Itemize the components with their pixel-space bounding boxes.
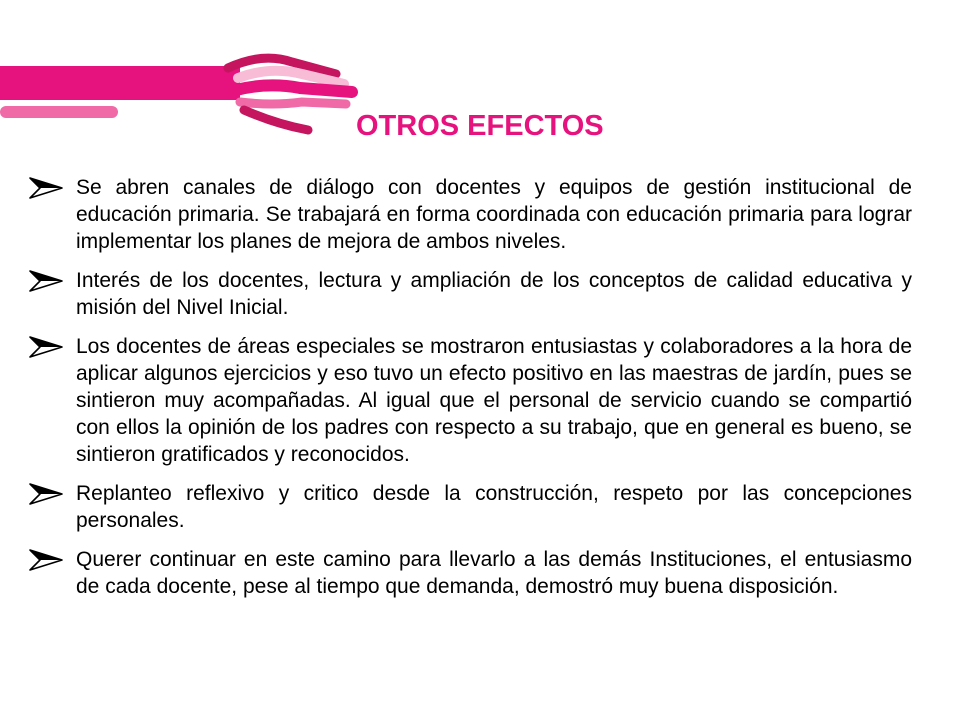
- bullet-text: Los docentes de áreas especiales se mostraron entusiastas y colaboradores a la hora de aplicar algunos ejercicios y eso tuvo un efecto positivo en las maestras de jardín, pues se sintieron muy acompañadas. Al igual que el personal de servicio cuando se compartió con ellos la opinión de los padres con respecto a su trabajo, que en general es bueno, se sintieron gratificados y reconocidos.: [76, 335, 912, 466]
- ribbon-band-main: [0, 66, 240, 100]
- bullet-item: [24, 267, 912, 321]
- finger-light: [240, 102, 346, 104]
- finger-dark-bottom: [244, 110, 308, 130]
- arrowhead-bullet-icon: [28, 176, 64, 200]
- ribbon-band-lower: [0, 106, 118, 118]
- hands-ribbon-icon: [0, 48, 360, 138]
- bullet-text: Querer continuar en este camino para llevarlo a las demás Instituciones, el entusiasmo de cada docente, pese al tiempo que demanda, demostró muy buena disposición.: [76, 548, 912, 598]
- bullet-text: Interés de los docentes, lectura y ampliación de los conceptos de calidad educativa y misión del Nivel Inicial.: [76, 269, 912, 319]
- bullet-text: Replanteo reflexivo y critico desde la construcción, respeto por las concepciones personales.: [76, 482, 912, 532]
- slide-title: OTROS EFECTOS: [356, 110, 604, 142]
- arrowhead-bullet-icon: [28, 269, 64, 293]
- arrowhead-bullet-icon: [28, 482, 64, 506]
- bullet-item: [24, 546, 912, 600]
- finger-main: [236, 85, 352, 92]
- arrowhead-bullet-icon: [28, 335, 64, 359]
- bullet-item: [24, 333, 912, 468]
- bullet-list: [24, 174, 912, 612]
- bullet-item: [24, 174, 912, 255]
- arrowhead-bullet-icon: [28, 548, 64, 572]
- bullet-text: Se abren canales de diálogo con docentes y equipos de gestión institucional de educación primaria. Se trabajará en forma coordinada con educación primaria para lograr implementar los planes de mejora de ambos niveles.: [76, 176, 912, 253]
- bullet-item: [24, 480, 912, 534]
